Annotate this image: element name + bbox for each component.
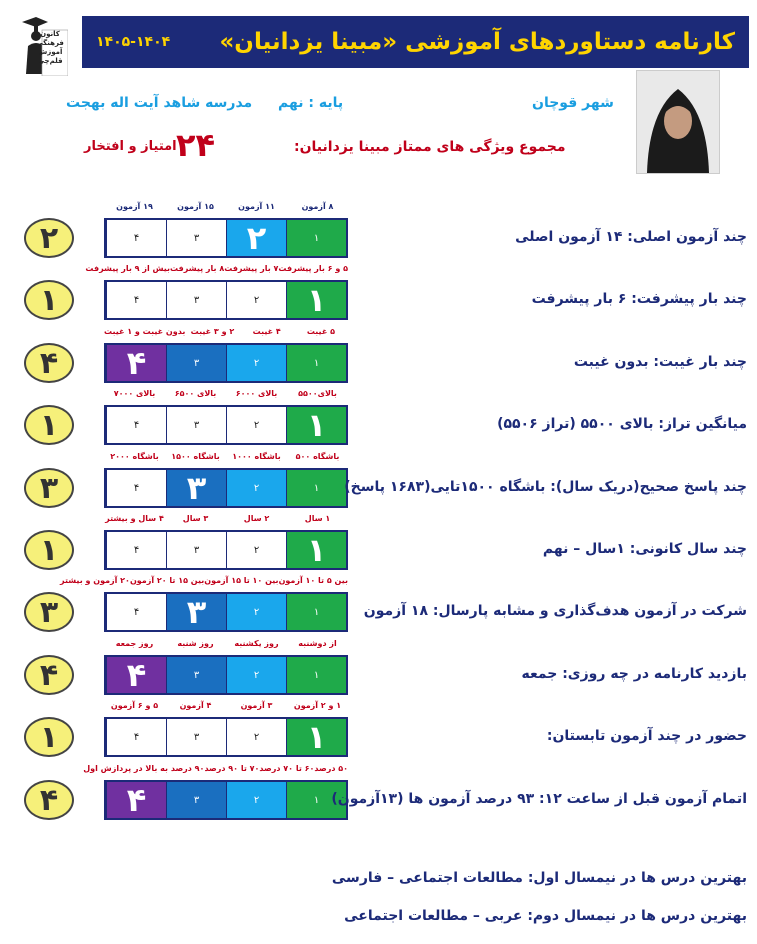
- level-label: ۴ غیبت: [252, 327, 281, 336]
- level-cell: ۴: [106, 470, 166, 506]
- level-cell-filled: ۲: [226, 782, 286, 818]
- level-cell: ۳: [166, 282, 226, 318]
- level-label: ۵ غیبت: [306, 327, 335, 336]
- level-cell-selected: ۴: [106, 345, 166, 381]
- level-cell-selected: ۱: [286, 407, 346, 443]
- level-cell-filled: ۲: [226, 345, 286, 381]
- level-label: ۲۰ آزمون و بیشتر: [60, 576, 130, 585]
- level-label: روز شنبه: [177, 639, 214, 648]
- level-cell-filled: ۳: [166, 657, 226, 693]
- level-label: ۱۵ آزمون: [177, 202, 214, 211]
- level-cell-selected: ۱: [286, 282, 346, 318]
- level-labels: [83, 764, 348, 773]
- level-label: بالای ۶۵۰۰: [174, 389, 217, 398]
- city: شهر قوچان: [532, 95, 614, 111]
- level-label: ۱۹ آزمون: [116, 202, 153, 211]
- level-cell-selected: ۳: [166, 470, 226, 506]
- level-labels: [60, 576, 348, 585]
- level-grid: [104, 405, 348, 445]
- score-circle: ۴: [24, 780, 74, 820]
- score-circle: ۴: [24, 655, 74, 695]
- level-label: بین ۱۵ تا ۲۰ آزمون: [129, 576, 205, 585]
- level-label: ۸ بار پیشرفت: [170, 264, 225, 273]
- criterion-text: شرکت در آزمون هدف‌گذاری و مشابه پارسال: ۱۸ آزمون: [363, 603, 747, 619]
- score-circle: ۱: [24, 717, 74, 757]
- best-subjects-first: بهترین درس ها در نیمسال اول: مطالعات اجتماعی – فارسی: [331, 870, 747, 886]
- level-cell: ۴: [106, 594, 166, 630]
- criterion-text: چند آزمون اصلی: ۱۴ آزمون اصلی: [515, 229, 747, 245]
- criterion-text: چند بار غیبت: بدون غیبت: [573, 354, 747, 370]
- level-cell-filled: ۱: [286, 345, 346, 381]
- level-label: ۳ سال: [182, 514, 209, 523]
- level-labels: [104, 639, 348, 648]
- level-label: ۸ آزمون: [301, 202, 334, 211]
- level-label: باشگاه ۲۰۰۰: [110, 452, 159, 461]
- level-cell-filled: ۲: [226, 657, 286, 693]
- features-label: مجموع ویژگی های ممتاز مبینا یزدانیان:: [294, 139, 566, 155]
- grade: پایه : نهم: [278, 95, 344, 111]
- level-grid: [104, 280, 348, 320]
- level-grid: [104, 218, 348, 258]
- level-label: بالای ۷۰۰۰: [113, 389, 156, 398]
- level-cell-selected: ۴: [106, 782, 166, 818]
- level-label: ۷۰ تا ۹۰ درصد: [204, 764, 260, 773]
- level-label: بدون غیبت و ۱ غیبت: [103, 327, 186, 336]
- level-labels: [104, 701, 348, 710]
- score-circle: ۱: [24, 405, 74, 445]
- level-cell: ۲: [226, 532, 286, 568]
- level-label: ۵۰ درصد: [314, 764, 348, 773]
- level-cell: ۴: [106, 282, 166, 318]
- score-circle: ۱: [24, 530, 74, 570]
- student-photo: [636, 70, 720, 174]
- level-cell-selected: ۱: [286, 532, 346, 568]
- level-cell: ۲: [226, 719, 286, 755]
- level-label: ۱۱ آزمون: [238, 202, 275, 211]
- level-grid: [104, 343, 348, 383]
- level-label: بین ۵ تا ۱۰ آزمون: [278, 576, 348, 585]
- kanoon-logo: [18, 16, 68, 76]
- criterion-text: حضور در چند آزمون تابستان:: [546, 728, 747, 744]
- level-cell-selected: ۴: [106, 657, 166, 693]
- criterion-text: چند بار پیشرفت: ۶ بار پیشرفت: [531, 291, 747, 307]
- level-cell-filled: ۲: [226, 594, 286, 630]
- level-cell: ۲: [226, 407, 286, 443]
- level-grid: [104, 530, 348, 570]
- level-label: ۳ آزمون: [240, 701, 273, 710]
- level-label: ۵ و ۶ بار پیشرفت: [278, 264, 348, 273]
- level-cell: ۳: [166, 220, 226, 256]
- level-label: باشگاه ۵۰۰: [295, 452, 340, 461]
- level-cell: ۴: [106, 220, 166, 256]
- level-labels: [104, 327, 348, 336]
- level-label: بیش از ۹ بار پیشرفت: [85, 264, 171, 273]
- level-grid: [104, 592, 348, 632]
- criterion-text: چند سال کانونی: ۱سال – نهم: [542, 541, 747, 557]
- level-cell: ۳: [166, 532, 226, 568]
- level-grid: [104, 468, 348, 508]
- level-grid: [104, 780, 348, 820]
- level-cell-filled: ۱: [286, 657, 346, 693]
- level-label: ۲ و ۳ غیبت: [190, 327, 235, 336]
- level-cell-filled: ۱: [286, 594, 346, 630]
- level-label: ۹۰ درصد به بالا در پردازش اول: [83, 764, 205, 773]
- level-cell-filled: ۱: [286, 782, 346, 818]
- level-label: ۵ و ۶ آزمون: [110, 701, 159, 710]
- level-labels: [104, 389, 348, 398]
- level-label: ۴ سال و بیشتر: [105, 514, 164, 523]
- level-cell-filled: ۳: [166, 345, 226, 381]
- year-range: ۱۴۰۵-۱۴۰۴: [96, 34, 171, 50]
- level-label: ۴ آزمون: [179, 701, 212, 710]
- criterion-text: اتمام آزمون قبل از ساعت ۱۲: ۹۳ درصد آزمون ها (۱۳آزمون): [331, 791, 747, 807]
- level-label: ۱ و ۲ آزمون: [293, 701, 342, 710]
- level-cell-filled: ۱: [286, 220, 346, 256]
- level-label: روز یکشنبه: [234, 639, 279, 648]
- level-cell: ۴: [106, 407, 166, 443]
- level-label: باشگاه ۱۵۰۰: [171, 452, 220, 461]
- logo-text: کانون فرهنگی آموزش قلم‌چی: [36, 30, 64, 65]
- score-circle: ۲: [24, 218, 74, 258]
- level-cell: ۴: [106, 532, 166, 568]
- level-cell-filled: ۳: [166, 782, 226, 818]
- level-cell: ۲: [226, 282, 286, 318]
- level-label: ۲ سال: [243, 514, 270, 523]
- score-label: امتیاز و افتخار: [84, 139, 177, 154]
- total-score: ۲۴: [176, 126, 216, 164]
- level-cell: ۴: [106, 719, 166, 755]
- level-cell-selected: ۳: [166, 594, 226, 630]
- criterion-text: چند پاسخ صحیح(دریک سال): باشگاه ۱۵۰۰تایی(۱۶۸۳ پاسخ): [344, 479, 747, 495]
- level-label: ۱ سال: [304, 514, 331, 523]
- school-name: مدرسه شاهد آیت اله بهجت: [66, 95, 253, 111]
- level-label: از دوشنبه: [298, 639, 337, 648]
- criterion-text: میانگین تراز: بالای ۵۵۰۰ (تراز ۵۵۰۶): [497, 416, 747, 432]
- level-labels: [104, 452, 348, 461]
- level-grid: [104, 717, 348, 757]
- criterion-text: بازدید کارنامه در چه روزی: جمعه: [521, 666, 747, 682]
- level-label: بالای۵۵۰۰: [298, 389, 337, 398]
- level-labels: [104, 514, 348, 523]
- level-cell: ۳: [166, 407, 226, 443]
- level-label: بالای ۶۰۰۰: [235, 389, 278, 398]
- level-label: بین ۱۰ تا ۱۵ آزمون: [204, 576, 279, 585]
- score-circle: ۴: [24, 343, 74, 383]
- best-subjects-second: بهترین درس ها در نیمسال دوم: عربی – مطالعات اجتماعی: [344, 908, 747, 924]
- title-banner: [82, 16, 749, 68]
- level-cell-selected: ۱: [286, 719, 346, 755]
- level-cell-filled: ۲: [226, 470, 286, 506]
- level-grid: [104, 655, 348, 695]
- level-cell: ۳: [166, 719, 226, 755]
- level-cell-selected: ۲: [226, 220, 286, 256]
- level-label: باشگاه ۱۰۰۰: [232, 452, 281, 461]
- score-circle: ۱: [24, 280, 74, 320]
- page-title: کارنامه دستاوردهای آموزشی «مبینا یزدانیان»: [219, 29, 735, 55]
- level-label: ۶۰ تا ۷۰ درصد: [259, 764, 315, 773]
- level-label: ۷ بار پیشرفت: [224, 264, 279, 273]
- level-label: روز جمعه: [115, 639, 154, 648]
- level-cell-filled: ۱: [286, 470, 346, 506]
- level-labels: [85, 264, 348, 273]
- score-circle: ۳: [24, 468, 74, 508]
- level-labels: [104, 202, 348, 211]
- score-circle: ۳: [24, 592, 74, 632]
